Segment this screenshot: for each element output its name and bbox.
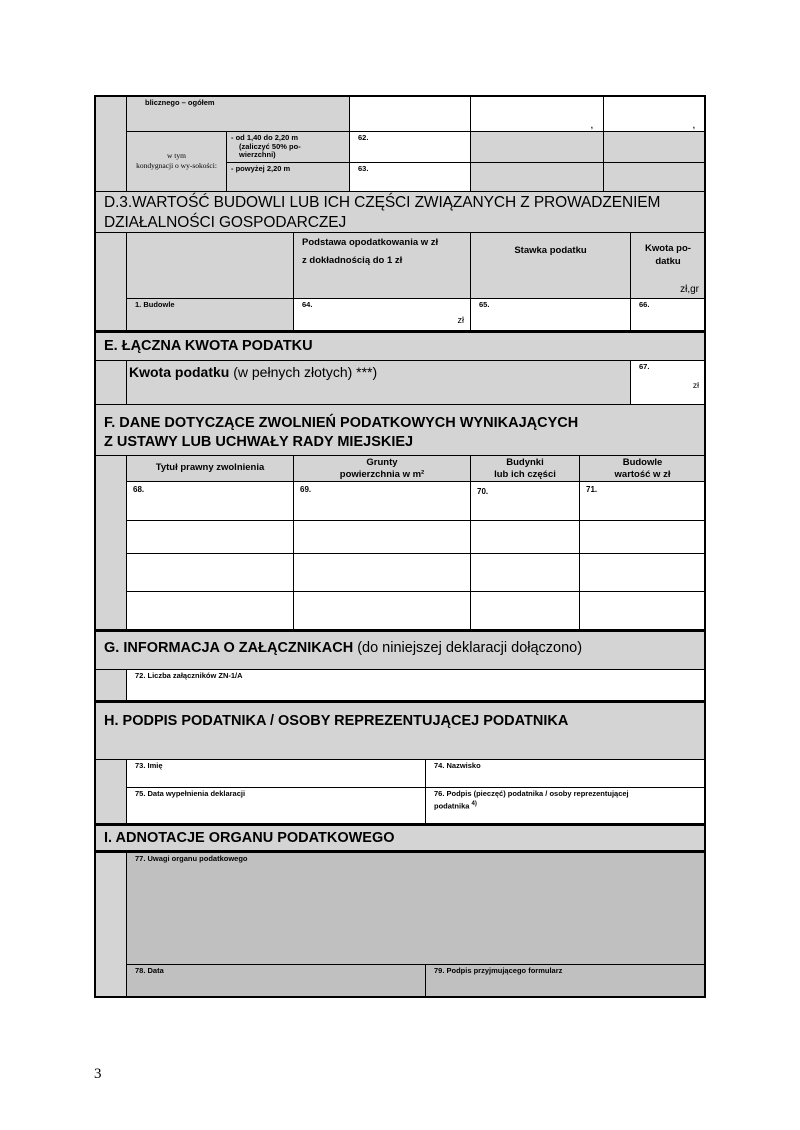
field-72-label: 72. Liczba załączników ZN-1/A	[135, 671, 243, 680]
field-67-number: 67.	[639, 362, 650, 371]
field-68[interactable]	[127, 482, 294, 521]
f-col-land	[294, 456, 471, 482]
row-margin	[96, 361, 127, 405]
f-col-land-line1: Grunty	[366, 457, 398, 468]
field-74-label: 74. Nazwisko	[434, 761, 481, 770]
height-group-line1: w tym	[167, 151, 186, 160]
field-75[interactable]	[127, 788, 426, 824]
f-exemption-cell[interactable]	[471, 554, 580, 592]
field-65-number: 65.	[479, 300, 490, 309]
section-h-heading	[96, 703, 706, 760]
range-140-220-line3: wierzchni)	[239, 150, 276, 160]
g-heading-rest: (do niniejszej deklaracji dołączono)	[353, 640, 583, 656]
f-col-structures-line2: wartość w zł	[614, 469, 671, 480]
f-col-buildings	[471, 456, 580, 482]
f-exemption-cell[interactable]	[127, 592, 294, 630]
section-e-heading	[96, 333, 706, 361]
d3-col-rate-text: Stawka podatku	[514, 245, 587, 256]
f-col-buildings-line2: lub ich części	[494, 469, 556, 480]
row-margin	[96, 456, 127, 630]
f-exemption-cell[interactable]	[294, 592, 471, 630]
g-heading-bold: G. INFORMACJA O ZAŁĄCZNIKACH	[104, 640, 354, 656]
d3-row-label: 1. Budowle	[135, 300, 175, 309]
field-68-number: 68.	[133, 485, 145, 494]
row-margin	[96, 97, 127, 192]
f-col-buildings-line1: Budynki	[506, 457, 544, 468]
row-margin	[96, 760, 127, 824]
f-col-structures-line1: Budowle	[622, 457, 663, 468]
field-78	[127, 965, 426, 998]
f-col-title	[127, 456, 294, 482]
field-73-label: 73. Imię	[135, 761, 163, 770]
range-above-220-text: - powyżej 2,20 m	[231, 164, 291, 173]
d3-col-amount-text: Kwota po-datku	[645, 243, 691, 267]
field-75-label: 75. Data wypełnienia deklaracji	[135, 789, 246, 798]
field-70[interactable]	[471, 482, 580, 521]
field-65[interactable]	[471, 299, 631, 331]
field-79-label: 79. Podpis przyjmującego formularz	[434, 966, 563, 975]
field-67[interactable]	[631, 361, 706, 405]
row-margin	[96, 233, 127, 331]
field-67-unit: zł	[692, 380, 699, 390]
d2-range-140-220	[227, 132, 350, 163]
field-64[interactable]	[294, 299, 471, 331]
d2-total-rate-cell[interactable]	[471, 97, 604, 132]
f-exemption-cell[interactable]	[127, 521, 294, 554]
d2-amount-above-220	[604, 163, 706, 192]
field-76[interactable]	[426, 788, 706, 824]
field-72[interactable]	[127, 670, 706, 701]
field-71-number: 71.	[586, 485, 598, 494]
field-62-number: 62.	[358, 133, 369, 142]
field-70-number: 70.	[477, 487, 489, 496]
d3-col-rate	[471, 233, 631, 299]
declaration-form-page	[94, 95, 706, 998]
d3-col-base-line2: z dokładnością do 1 zł	[302, 254, 403, 266]
page-number: 3	[94, 1066, 102, 1082]
e-heading-text: E. ŁĄCZNA KWOTA PODATKU	[104, 338, 313, 354]
field-76-line1: 76. Podpis (pieczęć) podatnika / osoby reprezentującej	[434, 789, 629, 798]
f-exemption-cell[interactable]	[294, 521, 471, 554]
f-exemption-cell[interactable]	[580, 521, 706, 554]
field-79	[426, 965, 706, 998]
d3-col-base-line1: Podstawa opodatkowania w zł	[302, 237, 439, 248]
decimal-comma: ,	[590, 121, 593, 130]
row-margin	[96, 670, 127, 701]
row-margin	[96, 853, 127, 998]
field-71[interactable]	[580, 482, 706, 521]
field-74[interactable]	[426, 760, 706, 788]
d3-col-amount	[631, 233, 706, 299]
field-62[interactable]	[350, 132, 471, 163]
d2-height-group-label	[127, 132, 227, 192]
field-63[interactable]	[350, 163, 471, 192]
decimal-comma: ,	[692, 121, 695, 130]
d2-rate-above-220	[471, 163, 604, 192]
f-exemption-cell[interactable]	[127, 554, 294, 592]
d2-total-area-cell[interactable]	[350, 97, 471, 132]
field-69[interactable]	[294, 482, 471, 521]
f-col-land-line2: powierzchnia w m²	[339, 469, 425, 480]
f-exemption-cell[interactable]	[471, 521, 580, 554]
f-exemption-cell[interactable]	[580, 554, 706, 592]
f-exemption-cell[interactable]	[294, 554, 471, 592]
section-g-heading	[96, 632, 706, 670]
field-76-line2: podatnika	[434, 801, 470, 811]
range-140-220-line2: (zaliczyć 50% po-	[239, 141, 301, 151]
field-73[interactable]	[127, 760, 426, 788]
f-exemption-cell[interactable]	[580, 592, 706, 630]
field-77-label: 77. Uwagi organu podatkowego	[135, 854, 248, 863]
f-col-structures	[580, 456, 706, 482]
field-69-number: 69.	[300, 485, 312, 494]
field-64-number: 64.	[302, 300, 313, 309]
h-heading-text: H. PODPIS PODATNIKA / OSOBY REPREZENTUJĄCEJ PODATNIKA	[104, 713, 569, 729]
field-66-number: 66.	[639, 300, 650, 309]
e-label-rest: (w pełnych złotych) ***)	[229, 364, 378, 380]
height-group-line2: kondygnacji o wy-sokości:	[136, 160, 217, 170]
field-78-label: 78. Data	[135, 966, 164, 975]
d2-total-label	[127, 97, 350, 132]
d3-row-structures	[127, 299, 294, 331]
f-col-title-text: Tytuł prawny zwolnienia	[155, 462, 265, 473]
d3-col-base	[294, 233, 471, 299]
field-64-unit: zł	[457, 314, 464, 325]
section-f-heading	[96, 405, 706, 456]
f-heading-line1: F. DANE DOTYCZĄCE ZWOLNIEŃ PODATKOWYCH WYNIKAJĄCYCH	[104, 415, 579, 431]
d3-col-amount-unit: zł,gr	[680, 283, 699, 295]
d3-header-blank	[127, 233, 294, 299]
d3-heading-text: D.3.WARTOŚĆ BUDOWLI LUB ICH CZĘŚCI ZWIĄZANYCH Z PROWADZENIEM DZIAŁALNOŚCI GOSPODARCZEJ	[104, 194, 661, 231]
field-77	[127, 853, 706, 965]
section-i-heading	[96, 826, 706, 851]
e-tax-amount-label	[127, 361, 631, 405]
i-heading-text: I. ADNOTACJE ORGANU PODATKOWEGO	[104, 830, 395, 846]
f-heading-line2: Z USTAWY LUB UCHWAŁY RADY MIEJSKIEJ	[104, 434, 414, 450]
section-d3-heading	[96, 192, 706, 233]
d2-amount-140-220	[604, 132, 706, 163]
d2-total-amount-cell[interactable]	[604, 97, 706, 132]
field-63-number: 63.	[358, 164, 369, 173]
field-66[interactable]	[631, 299, 706, 331]
e-label-bold: Kwota podatku	[129, 364, 230, 380]
f-exemption-cell[interactable]	[471, 592, 580, 630]
field-76-footnote: 4)	[471, 800, 477, 807]
d2-rate-140-220	[471, 132, 604, 163]
d2-total-text: blicznego – ogółem	[145, 98, 215, 107]
d2-range-above-220	[227, 163, 350, 192]
range-140-220-line1: - od 1,40 do 2,20 m	[231, 133, 299, 142]
